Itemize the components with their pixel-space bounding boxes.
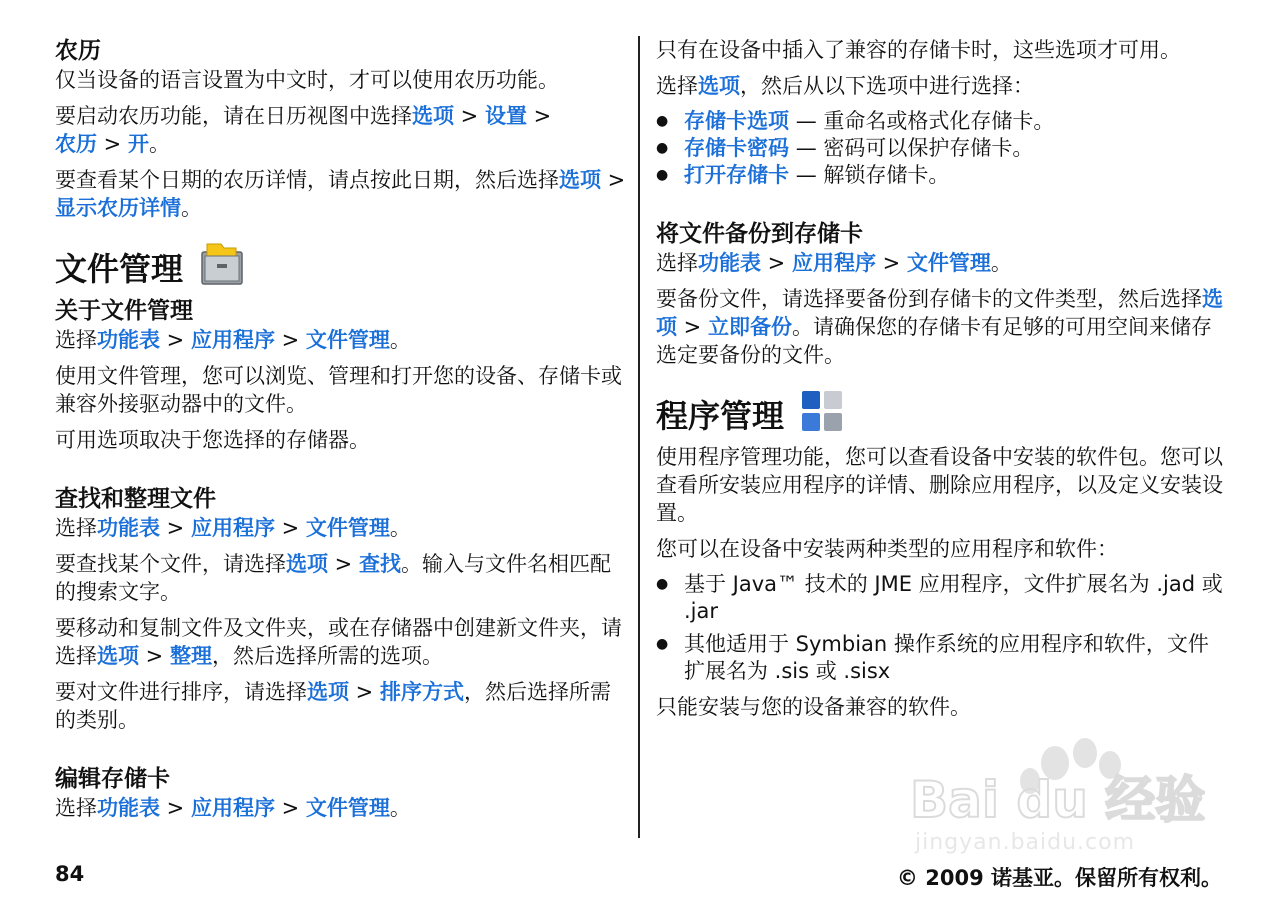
about-file-manager-heading: 关于文件管理 (55, 298, 193, 324)
card-select-text: 选择选项，然后从以下选项中进行选择： (656, 74, 1034, 98)
link-options[interactable]: 选项 (559, 168, 601, 192)
watermark-url: jingyan.baidu.com (915, 830, 1136, 855)
link-lunar[interactable]: 农历 (55, 132, 97, 156)
lunar-detail-text: 要查看某个日期的农历详情，请点按此日期，然后选择选项 > 显示农历详情。 (55, 168, 626, 220)
link-backup-now[interactable]: 立即备份 (707, 315, 792, 339)
link-organize[interactable]: 整理 (169, 644, 212, 668)
about-storage-note: 可用选项取决于您选择的存储器。 (55, 428, 370, 452)
left-column (55, 36, 627, 830)
link-card-password[interactable]: 存储卡密码 (684, 136, 789, 160)
link-find[interactable]: 查找 (358, 552, 401, 576)
backup-heading: 将文件备份到存储卡 (656, 221, 863, 247)
page-number: 84 (55, 862, 85, 886)
link-options[interactable]: 选项 (412, 104, 454, 128)
link-settings[interactable]: 设置 (484, 104, 527, 128)
compatibility-note: 只能安装与您的设备兼容的软件。 (656, 695, 971, 719)
link-applications[interactable]: 应用程序 (791, 251, 876, 275)
link-menu[interactable]: 功能表 (698, 251, 761, 275)
link-applications[interactable]: 应用程序 (190, 516, 275, 540)
file-manager-title: 文件管理 (55, 242, 627, 296)
about-description: 使用文件管理，您可以浏览、管理和打开您的设备、存储卡或兼容外接驱动器中的文件。 (55, 364, 622, 416)
find-nav-path: 选择功能表 > 应用程序 > 文件管理。 (55, 516, 411, 540)
backup-text: 要备份文件，请选择要备份到存储卡的文件类型，然后选择选项 > 立即备份。请确保您的存储卡有足够的可用空间来储存选定要备份的文件。 (656, 287, 1223, 367)
link-applications[interactable]: 应用程序 (190, 328, 275, 352)
link-options[interactable]: 选项 (656, 287, 1223, 339)
list-item: ● 打开存储卡 — 解锁存储卡。 (656, 162, 1226, 189)
app-manager-icon (800, 389, 844, 443)
link-menu[interactable]: 功能表 (97, 796, 160, 820)
link-sort-by[interactable]: 排序方式 (379, 680, 464, 704)
app-types-intro: 您可以在设备中安装两种类型的应用程序和软件： (656, 537, 1118, 561)
find-file-text: 要查找某个文件，请选择选项 > 查找。输入与文件名相匹配的搜索文字。 (55, 552, 611, 604)
sort-text: 要对文件进行排序，请选择选项 > 排序方式，然后选择所需的类别。 (55, 680, 611, 732)
link-menu[interactable]: 功能表 (97, 516, 160, 540)
lunar-enable-text: 要启动农历功能，请在日历视图中选择选项 > 设置 > 农历 > 开。 (55, 104, 552, 156)
link-file-manager[interactable]: 文件管理 (305, 796, 390, 820)
copyright-notice: © 2009 诺基亚。保留所有权利。 (896, 866, 1222, 890)
link-options[interactable]: 选项 (698, 74, 740, 98)
backup-nav-path: 选择功能表 > 应用程序 > 文件管理。 (656, 251, 1012, 275)
card-availability-note: 只有在设备中插入了兼容的存储卡时，这些选项才可用。 (656, 38, 1181, 62)
lunar-intro: 仅当设备的语言设置为中文时，才可以使用农历功能。 (55, 68, 559, 92)
list-item: ● 其他适用于 Symbian 操作系统的应用程序和软件，文件扩展名为 .sis 或 .sisx (656, 631, 1226, 685)
baidu-watermark (905, 735, 1215, 855)
link-applications[interactable]: 应用程序 (190, 796, 275, 820)
about-nav-path: 选择功能表 > 应用程序 > 文件管理。 (55, 328, 411, 352)
link-file-manager[interactable]: 文件管理 (305, 516, 390, 540)
link-card-options[interactable]: 存储卡选项 (684, 109, 789, 133)
list-item: ● 基于 Java™ 技术的 JME 应用程序，文件扩展名为 .jad 或 .jar (656, 571, 1226, 625)
link-on[interactable]: 开 (127, 132, 149, 156)
find-organize-heading: 查找和整理文件 (55, 486, 216, 512)
edit-nav-path: 选择功能表 > 应用程序 > 文件管理。 (55, 796, 411, 820)
app-manager-intro: 使用程序管理功能，您可以查看设备中安装的软件包。您可以查看所安装应用程序的详情、删除应用程序，以及定义安装设置。 (656, 445, 1223, 525)
organize-text: 要移动和复制文件及文件夹，或在存储器中创建新文件夹，请选择选项 > 整理，然后选择所需的选项。 (55, 616, 622, 668)
folder-icon (199, 242, 245, 296)
link-file-manager[interactable]: 文件管理 (906, 251, 991, 275)
list-item: ● 存储卡密码 — 密码可以保护存储卡。 (656, 135, 1226, 162)
card-options-list (656, 108, 1226, 189)
link-file-manager[interactable]: 文件管理 (305, 328, 390, 352)
link-options[interactable]: 选项 (307, 680, 349, 704)
link-options[interactable]: 选项 (286, 552, 328, 576)
lunar-heading: 农历 (55, 38, 101, 64)
link-menu[interactable]: 功能表 (97, 328, 160, 352)
right-column (656, 36, 1226, 729)
edit-card-heading: 编辑存储卡 (55, 766, 170, 792)
watermark-text: Bai du 经验 (910, 771, 1206, 829)
column-divider (638, 36, 640, 838)
link-show-lunar-detail[interactable]: 显示农历详情 (55, 196, 181, 220)
link-options[interactable]: 选项 (97, 644, 139, 668)
link-unlock-card[interactable]: 打开存储卡 (684, 163, 789, 187)
app-manager-title: 程序管理 (656, 389, 1226, 443)
app-types-list (656, 571, 1226, 685)
list-item: ● 存储卡选项 — 重命名或格式化存储卡。 (656, 108, 1226, 135)
